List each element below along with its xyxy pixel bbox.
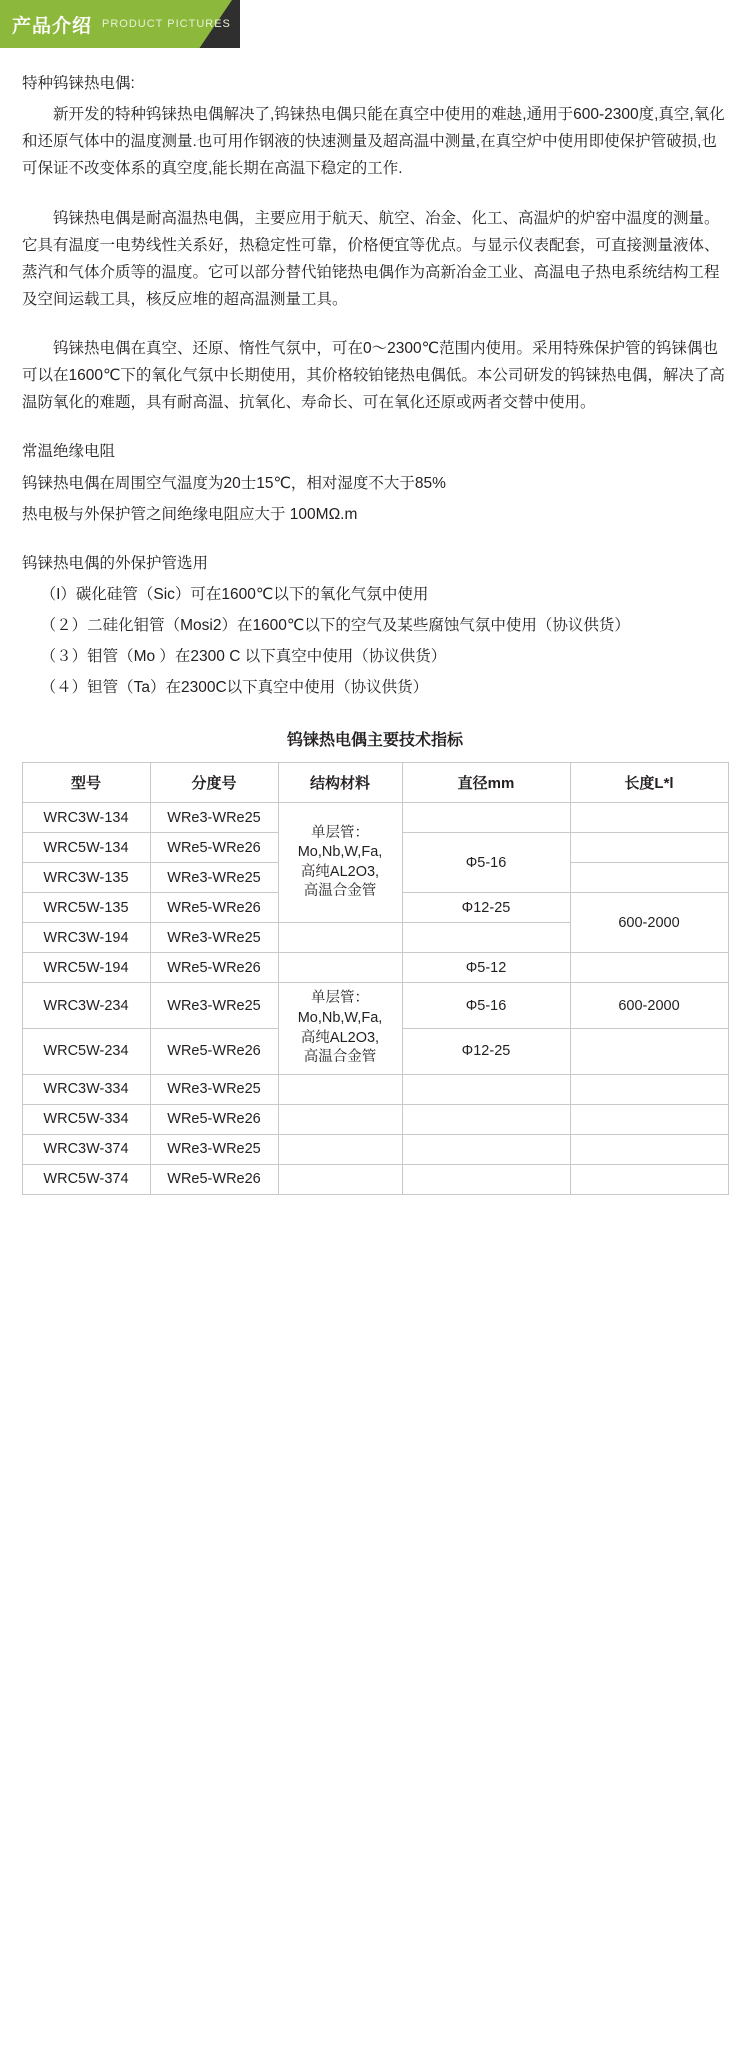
cell-length-blank: [570, 1074, 728, 1104]
cell-material-a: 单层管： Mo,Nb,W,Fa, 高纯AL2O3, 高温合金管: [278, 803, 402, 923]
insulation-line-1: 钨铼热电偶在周围空气温度为20士15℃，相对湿度不大于85%: [22, 474, 446, 492]
article-paragraph-1: 新开发的特种钨铼热电偶解决了,钨铼热电偶只能在真空中使用的难赽,通用于600-2300度,真空,氧化和还原气体中的温度测量.也可用作钢液的快速测量及超高温中测量,在真空炉中使用即使保护管破损,也可保证不改变体系的真空度,能长期在高温下稳定的工作.: [22, 106, 725, 178]
cell-diameter: Φ5-12: [402, 953, 570, 983]
cell-length: 600-2000: [570, 893, 728, 953]
article-paragraph-2: 钨铼热电偶是耐高温热电偶，主要应用于航天、航空、冶金、化工、高温炉的炉窑中温度的测量。它具有温度一电势线性关系好，热稳定性可靠，价格便宜等优点。与显示仪表配套，可直接测量液体、蒸汽和气体介质等的温度。它可以部分替代铂铑热电偶作为高新冶金工业、高温电子热电系统结构工程及空间运载工具，核反应堆的超高温测量工具。: [22, 209, 720, 308]
cell-material-blank: [278, 1134, 402, 1164]
cell-grade: WRe3-WRe25: [150, 923, 278, 953]
cell-model: WRC5W-374: [22, 1164, 150, 1194]
article-body: [0, 48, 750, 750]
cell-grade: WRe3-WRe25: [150, 1134, 278, 1164]
th-material: 结构材料: [278, 763, 402, 803]
cell-length-blank: [570, 1029, 728, 1075]
cell-length-blank: [570, 1164, 728, 1194]
article-heading: 特种钨铼热电偶:: [22, 75, 135, 92]
cell-material-blank: [278, 1164, 402, 1194]
cell-length-blank: [570, 1134, 728, 1164]
cell-grade: WRe5-WRe26: [150, 1164, 278, 1194]
cell-model: WRC3W-135: [22, 863, 150, 893]
cell-grade: WRe5-WRe26: [150, 1029, 278, 1075]
cell-material-blank: [278, 1074, 402, 1104]
cell-diameter-blank: [402, 923, 570, 953]
cell-grade: WRe3-WRe25: [150, 1074, 278, 1104]
cell-model: WRC3W-134: [22, 803, 150, 833]
cell-grade: WRe5-WRe26: [150, 833, 278, 863]
cell-material-blank: [278, 923, 402, 953]
cell-diameter-blank: [402, 803, 570, 833]
cell-diameter: Φ5-16: [402, 983, 570, 1029]
cell-model: WRC5W-134: [22, 833, 150, 863]
table-row: [22, 953, 728, 983]
th-model: 型号: [22, 763, 150, 803]
cell-model: WRC3W-194: [22, 923, 150, 953]
cell-length-blank: [570, 1104, 728, 1134]
cell-grade: WRe3-WRe25: [150, 983, 278, 1029]
cell-diameter-blank: [402, 1164, 570, 1194]
spec-table-title: 钨铼热电偶主要技术指标: [286, 732, 463, 750]
table-header-row: [22, 763, 728, 803]
table-row: [22, 983, 728, 1029]
cell-diameter-blank: [402, 1104, 570, 1134]
table-row: [22, 1074, 728, 1104]
cell-grade: WRe5-WRe26: [150, 1104, 278, 1134]
article-paragraph-3: 钨铼热电偶在真空、还原、惰性气氛中，可在0～2300℃范围内使用。采用特殊保护管的钨铼偶也可以在1600℃下的氧化气氛中长期使用，其价格较铂铑热电偶低。本公司研发的钨铼热电偶，解决了高温防氧化的难题，具有耐高温、抗氧化、寿命长、可在氧化还原或两者交替中使用。: [22, 340, 725, 412]
cell-model: WRC5W-334: [22, 1104, 150, 1134]
banner-title-cn: 产品介绍: [12, 15, 93, 37]
table-row: [22, 1104, 728, 1134]
table-row: [22, 1134, 728, 1164]
spacer: [22, 420, 728, 438]
th-length: 长度L*l: [570, 763, 728, 803]
cell-length-blank: [570, 803, 728, 833]
cell-length: 600-2000: [570, 983, 728, 1029]
tube-section-title: 钨铼热电偶的外保护管选用: [22, 554, 209, 572]
spacer: [22, 187, 728, 205]
cell-model: WRC5W-194: [22, 953, 150, 983]
cell-diameter-blank: [402, 1074, 570, 1104]
th-grade: 分度号: [150, 763, 278, 803]
th-diameter: 直径mm: [402, 763, 570, 803]
cell-grade: WRe3-WRe25: [150, 803, 278, 833]
cell-length-blank: [570, 953, 728, 983]
cell-grade: WRe3-WRe25: [150, 863, 278, 893]
cell-length-blank: [570, 833, 728, 863]
cell-model: WRC3W-374: [22, 1134, 150, 1164]
banner-title-en: PRODUCT PICTURES: [102, 18, 231, 30]
cell-model: WRC3W-334: [22, 1074, 150, 1104]
cell-diameter: Φ12-25: [402, 893, 570, 923]
cell-diameter-blank: [402, 1134, 570, 1164]
spec-table: [22, 762, 729, 1194]
cell-material-blank: [278, 1104, 402, 1134]
tube-item-3: （３）钼管（Mo ）在2300 C 以下真空中使用（协议供货）: [40, 648, 447, 666]
section-banner: [0, 0, 750, 48]
tube-item-4: （４）钽管（Ta）在2300C以下真空中使用（协议供货）: [40, 679, 429, 697]
cell-model: WRC3W-234: [22, 983, 150, 1029]
spacer: [22, 532, 728, 550]
banner-text-group: [12, 0, 231, 48]
spacer: [22, 317, 728, 335]
insulation-line-2: 热电极与外保护管之间绝缘电阻应大于 100MΩ.m: [22, 505, 358, 523]
tube-item-2: （２）二硅化钼管（Mosi2）在1600℃以下的空气及某些腐蚀气氛中使用（协议供货）: [40, 617, 630, 634]
table-row: [22, 803, 728, 833]
cell-diameter: Φ5-16: [402, 833, 570, 893]
cell-length-blank: [570, 863, 728, 893]
tube-item-1: （I）碳化硅管（Sic）可在1600℃以下的氧化气氛中使用: [40, 585, 429, 603]
cell-material-b: 单层管： Mo,Nb,W,Fa, 高纯AL2O3, 高温合金管: [278, 983, 402, 1074]
cell-model: WRC5W-135: [22, 893, 150, 923]
cell-grade: WRe5-WRe26: [150, 953, 278, 983]
cell-grade: WRe5-WRe26: [150, 893, 278, 923]
cell-diameter: Φ12-25: [402, 1029, 570, 1075]
table-row: [22, 1164, 728, 1194]
cell-model: WRC5W-234: [22, 1029, 150, 1075]
insulation-section-title: 常温绝缘电阻: [22, 443, 116, 461]
cell-material-blank: [278, 953, 402, 983]
